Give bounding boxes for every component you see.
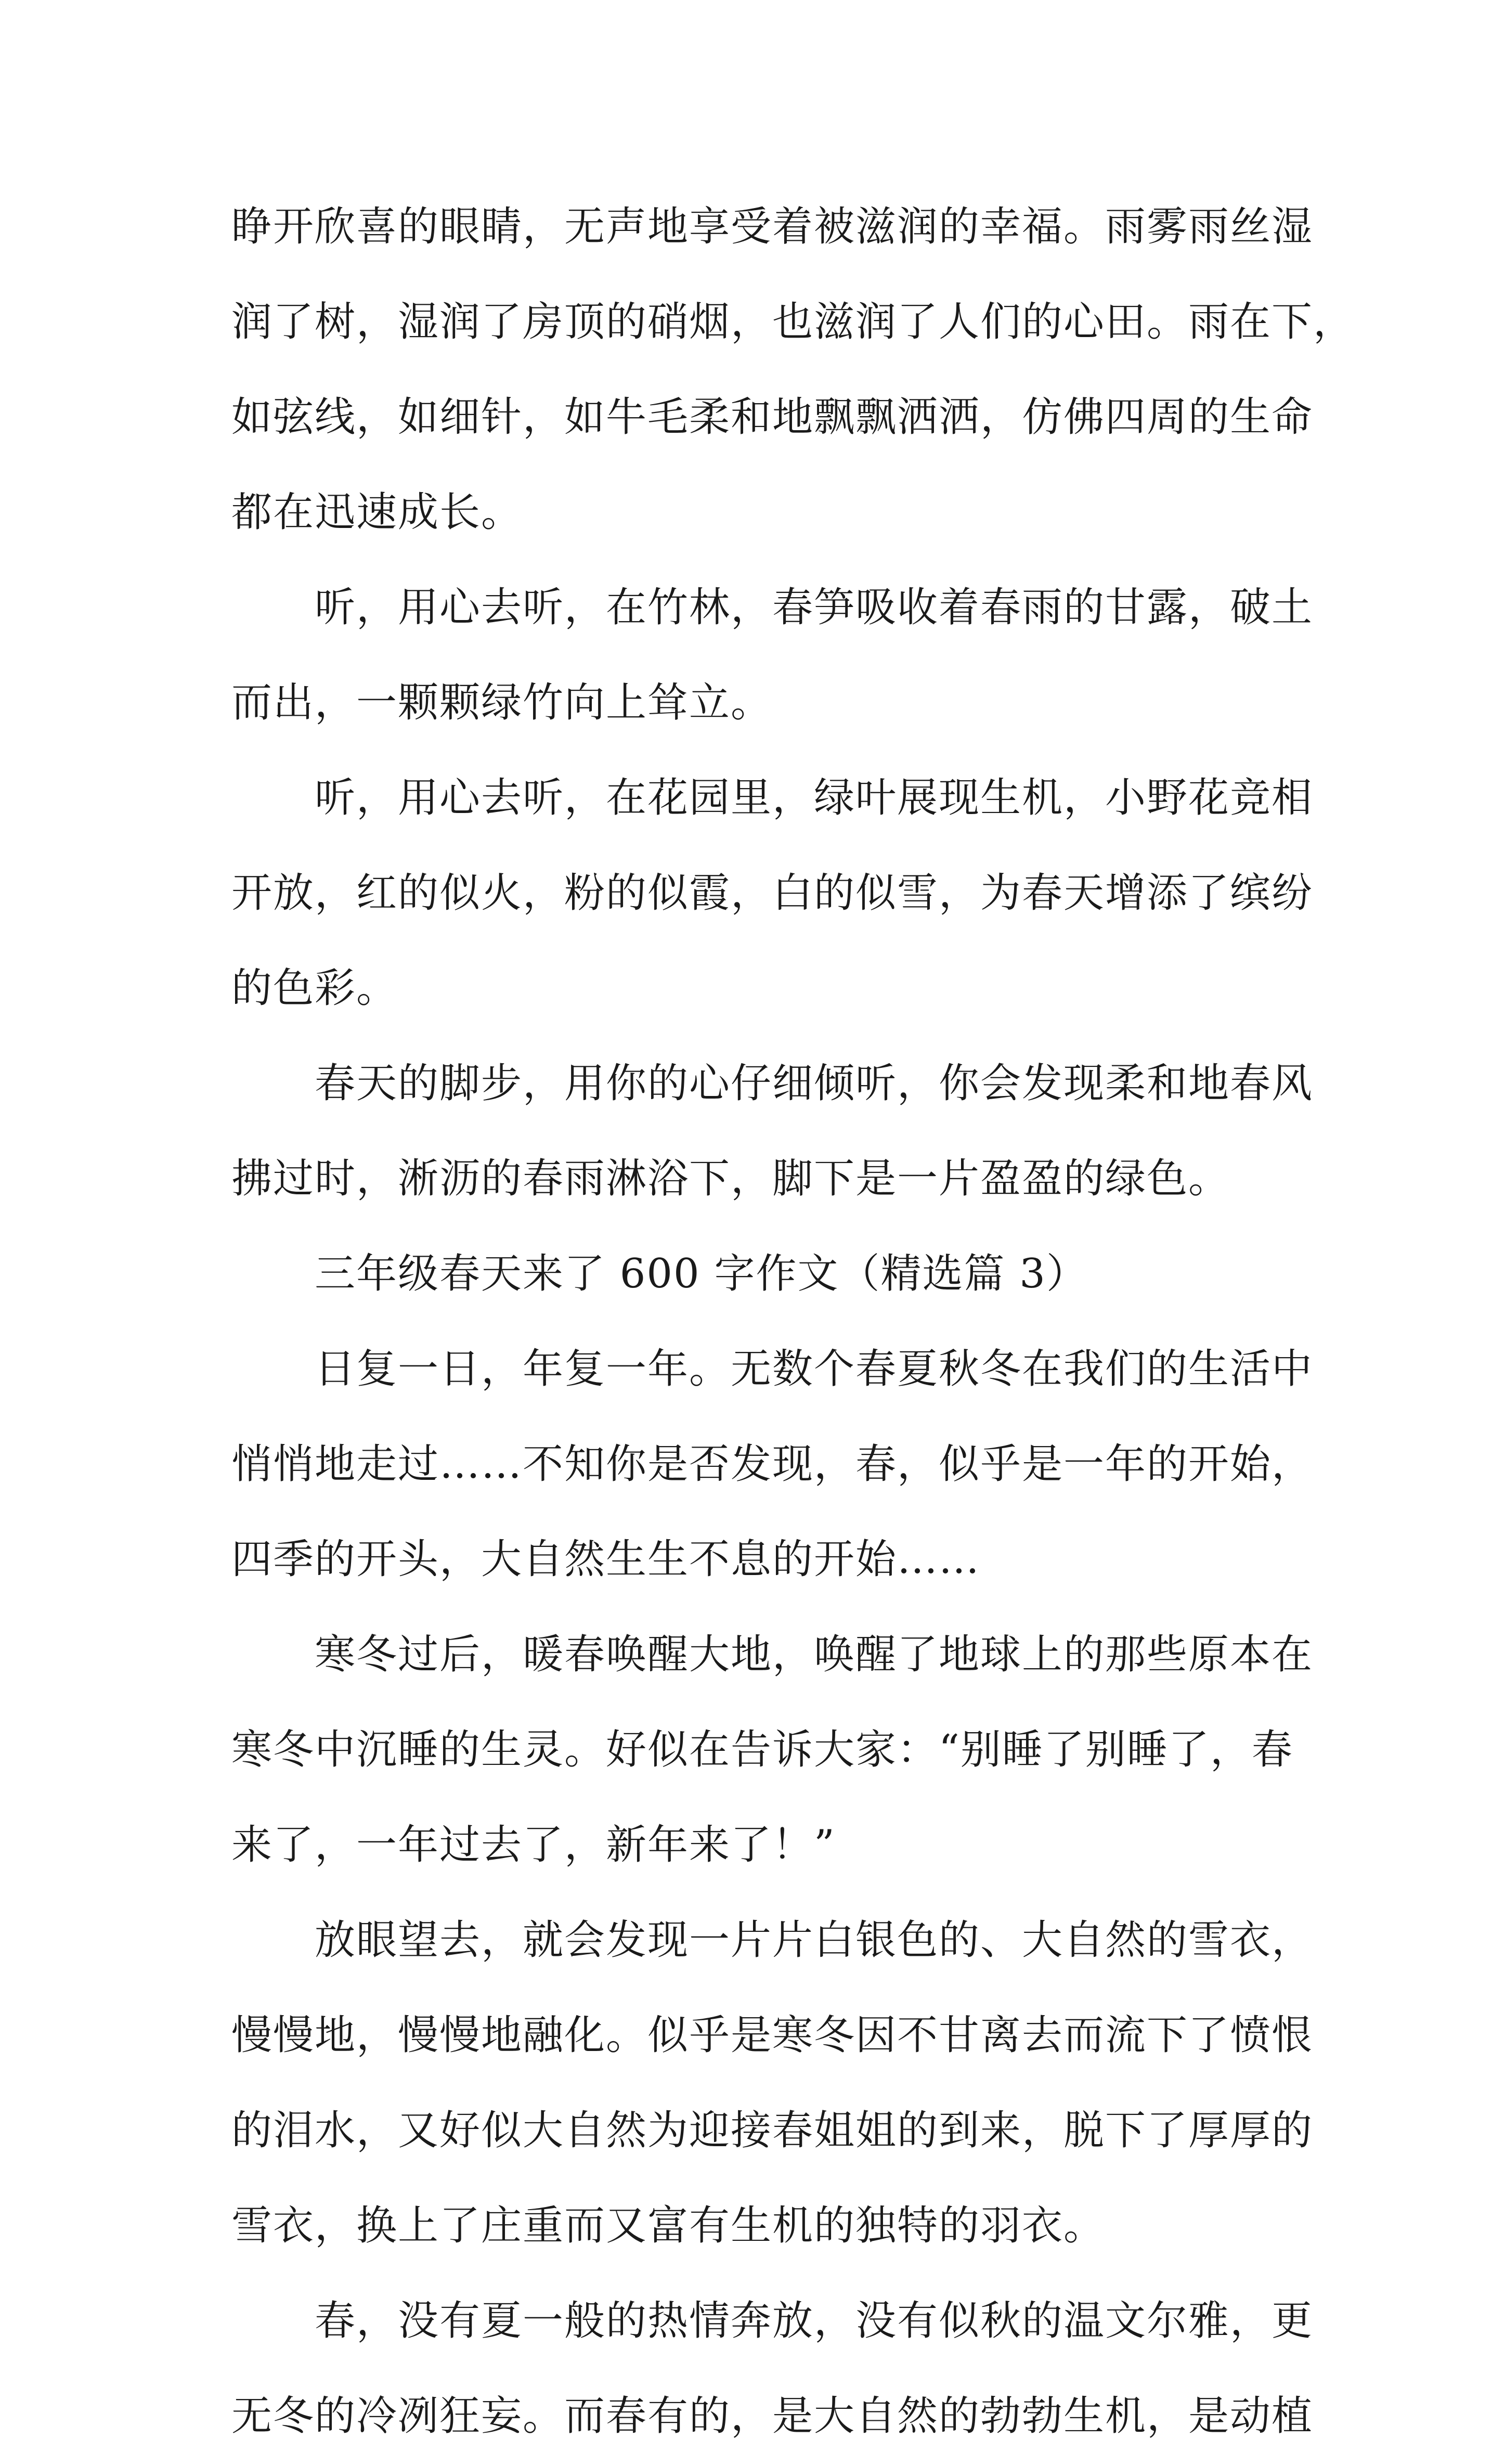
paragraph-9: [231, 2274, 1314, 2464]
paragraph-1: [231, 179, 1355, 560]
heading-line: 三年级春天来了 600 字作文（精选篇 3）: [315, 1250, 1088, 1297]
text-line: 寒冬过后，暖春唤醒大地，唤醒了地球上的那些原本在: [315, 1631, 1314, 1678]
text-line: 而出，一颗颗绿竹向上耸立。: [231, 679, 773, 726]
text-line: 睁开欣喜的眼睛，无声地享受着被滋润的幸福。雨雾雨丝湿: [231, 203, 1314, 250]
text-line: 听，用心去听，在竹林，春笋吸收着春雨的甘露，破土: [315, 584, 1314, 631]
text-line: 雪衣，换上了庄重而又富有生机的独特的羽衣。: [231, 2202, 1106, 2249]
text-line: 来了，一年过去了，新年来了！”: [231, 1822, 836, 1868]
text-line: 放眼望去，就会发现一片片白银色的、大自然的雪衣，: [315, 1917, 1314, 1964]
paragraph-7: [231, 1607, 1314, 1893]
paragraph-3: [231, 751, 1314, 1036]
paragraph-8: [231, 1893, 1314, 2274]
text-line: 日复一日，年复一年。无数个春夏秋冬在我们的生活中: [315, 1346, 1314, 1392]
paragraph-6: [231, 1322, 1314, 1607]
text-line: 慢慢地，慢慢地融化。似乎是寒冬因不甘离去而流下了愤恨: [231, 2012, 1314, 2059]
text-line: 如弦线，如细针，如牛毛柔和地飘飘洒洒，仿佛四周的生命: [231, 394, 1314, 441]
paragraph-2: [231, 560, 1314, 751]
text-line: 听，用心去听，在花园里，绿叶展现生机，小野花竞相: [315, 775, 1314, 821]
section-heading: [231, 1227, 1292, 1322]
text-line: 拂过时，淅沥的春雨淋浴下，脚下是一片盈盈的绿色。: [231, 1155, 1230, 1202]
document-body: [231, 179, 1355, 2464]
text-line: 润了树，湿润了房顶的硝烟，也滋润了人们的心田。雨在下，: [231, 299, 1355, 345]
text-line: 春，没有夏一般的热情奔放，没有似秋的温文尔雅，更: [315, 2298, 1314, 2344]
text-line: 的色彩。: [231, 965, 398, 1012]
text-line: 四季的开头，大自然生生不息的开始……: [231, 1536, 981, 1583]
text-line: 悄悄地走过……不知你是否发现，春，似乎是一年的开始，: [231, 1441, 1314, 1488]
text-line: 春天的脚步，用你的心仔细倾听，你会发现柔和地春风: [315, 1060, 1314, 1107]
paragraph-4: [231, 1036, 1314, 1227]
text-line: 的泪水，又好似大自然为迎接春姐姐的到来，脱下了厚厚的: [231, 2107, 1314, 2154]
text-line: 都在迅速成长。: [231, 489, 523, 536]
text-line: 开放，红的似火，粉的似霞，白的似雪，为春天增添了缤纷: [231, 870, 1314, 917]
text-line: 无冬的冷冽狂妄。而春有的，是大自然的勃勃生机，是动植: [231, 2393, 1314, 2440]
text-line: 寒冬中沉睡的生灵。好似在告诉大家：“别睡了别睡了，春: [231, 1726, 1293, 1773]
